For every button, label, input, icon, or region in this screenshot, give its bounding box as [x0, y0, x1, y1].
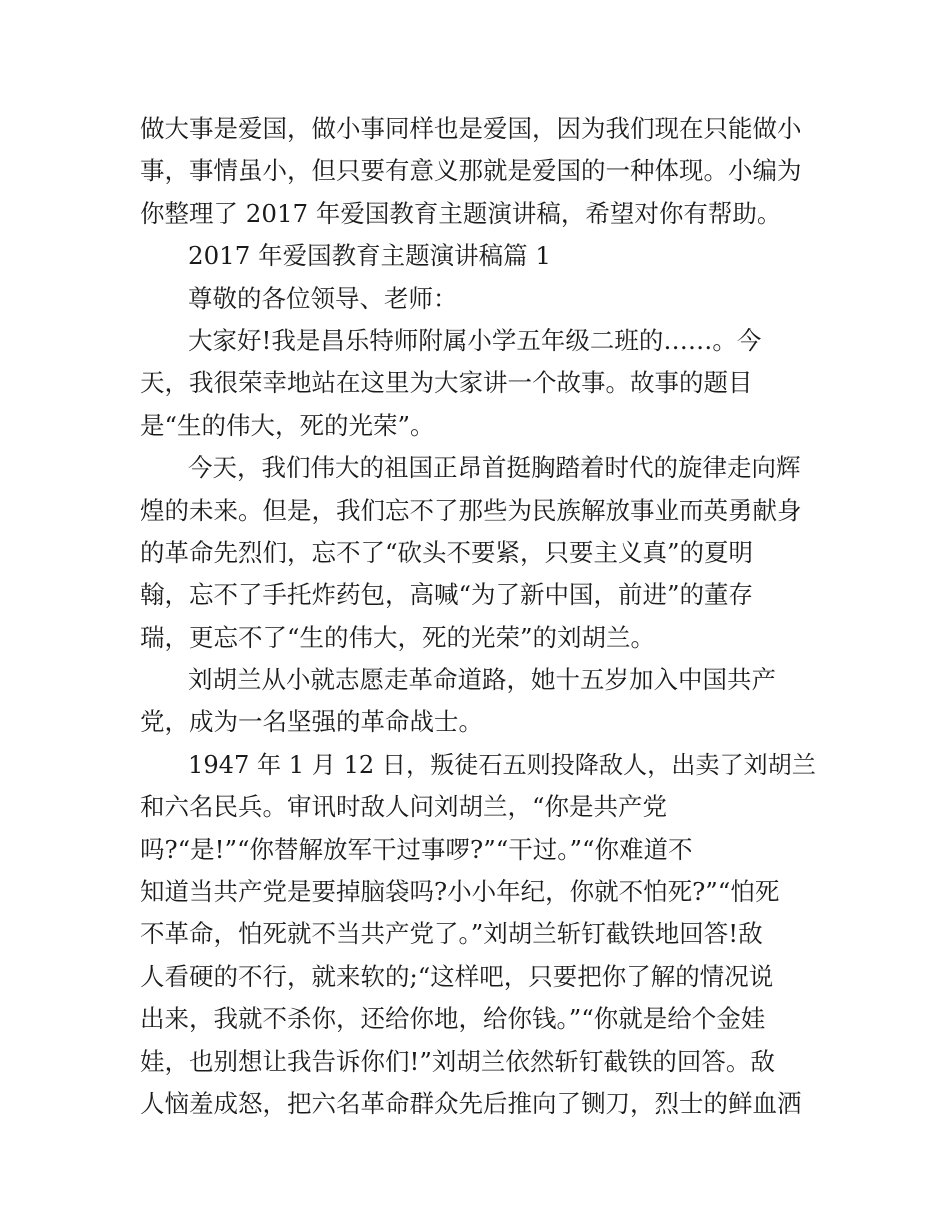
text-line: 2017 年爱国教育主题演讲稿篇 1	[188, 241, 552, 271]
text-line: 尊敬的各位领导、老师：	[188, 283, 458, 313]
text-line: 你整理了 2017 年爱国教育主题演讲稿，希望对你有帮助。	[140, 198, 782, 228]
document-body	[140, 108, 816, 1125]
text-line: 刘胡兰从小就志愿走革命道路，她十五岁加入中国共产	[188, 665, 776, 695]
text-line: 天，我很荣幸地站在这里为大家讲一个故事。故事的题目	[140, 368, 753, 398]
text-line: 的革命先烈们，忘不了“砍头不要紧，只要主义真”的夏明	[140, 537, 754, 567]
text-line: 瑞，更忘不了“生的伟大，死的光荣”的刘胡兰。	[140, 622, 656, 652]
text-line: 出来，我就不杀你，还给你地，给你钱。”“你就是给个金娃	[140, 1004, 766, 1034]
text-line: 知道当共产党是要掉脑袋吗?小小年纪，你就不怕死?”“怕死	[140, 877, 780, 907]
text-line: 今天，我们伟大的祖国正昂首挺胸踏着时代的旋律走向辉	[188, 453, 801, 483]
text-line: 是“生的伟大，死的光荣”。	[140, 410, 435, 440]
text-line: 和六名民兵。审讯时敌人问刘胡兰，“你是共产党	[140, 792, 668, 822]
text-line: 煌的未来。但是，我们忘不了那些为民族解放事业而英勇献身	[140, 495, 802, 525]
text-line: 党，成为一名坚强的革命战士。	[140, 707, 483, 737]
text-line: 1947 年 1 月 12 日，叛徒石五则投降敌人，出卖了刘胡兰	[188, 750, 816, 779]
text-line: 做大事是爱国，做小事同样也是爱国，因为我们现在只能做小	[140, 114, 802, 143]
text-line: 翰，忘不了手托炸药包，高喊“为了新中国，前进”的董存	[140, 580, 754, 610]
text-line: 人恼羞成怒，把六名革命群众先后推向了铡刀，烈士的鲜血洒	[140, 1088, 802, 1118]
text-line: 吗?“是!”“你替解放军干过事啰?”“干过。”“你难道不	[140, 834, 693, 864]
text-line: 事，事情虽小，但只要有意义那就是爱国的一种体现。小编为	[140, 156, 802, 186]
text-line: 人看硬的不行，就来软的;“这样吧，只要把你了解的情况说	[140, 961, 774, 991]
text-line: 不革命，怕死就不当共产党了。”刘胡兰斩钉截铁地回答!敌	[140, 919, 763, 949]
text-line: 大家好!我是昌乐特师附属小学五年级二班的……。今	[188, 325, 762, 355]
text-line: 娃，也别想让我告诉你们!”刘胡兰依然斩钉截铁的回答。敌	[140, 1046, 775, 1076]
